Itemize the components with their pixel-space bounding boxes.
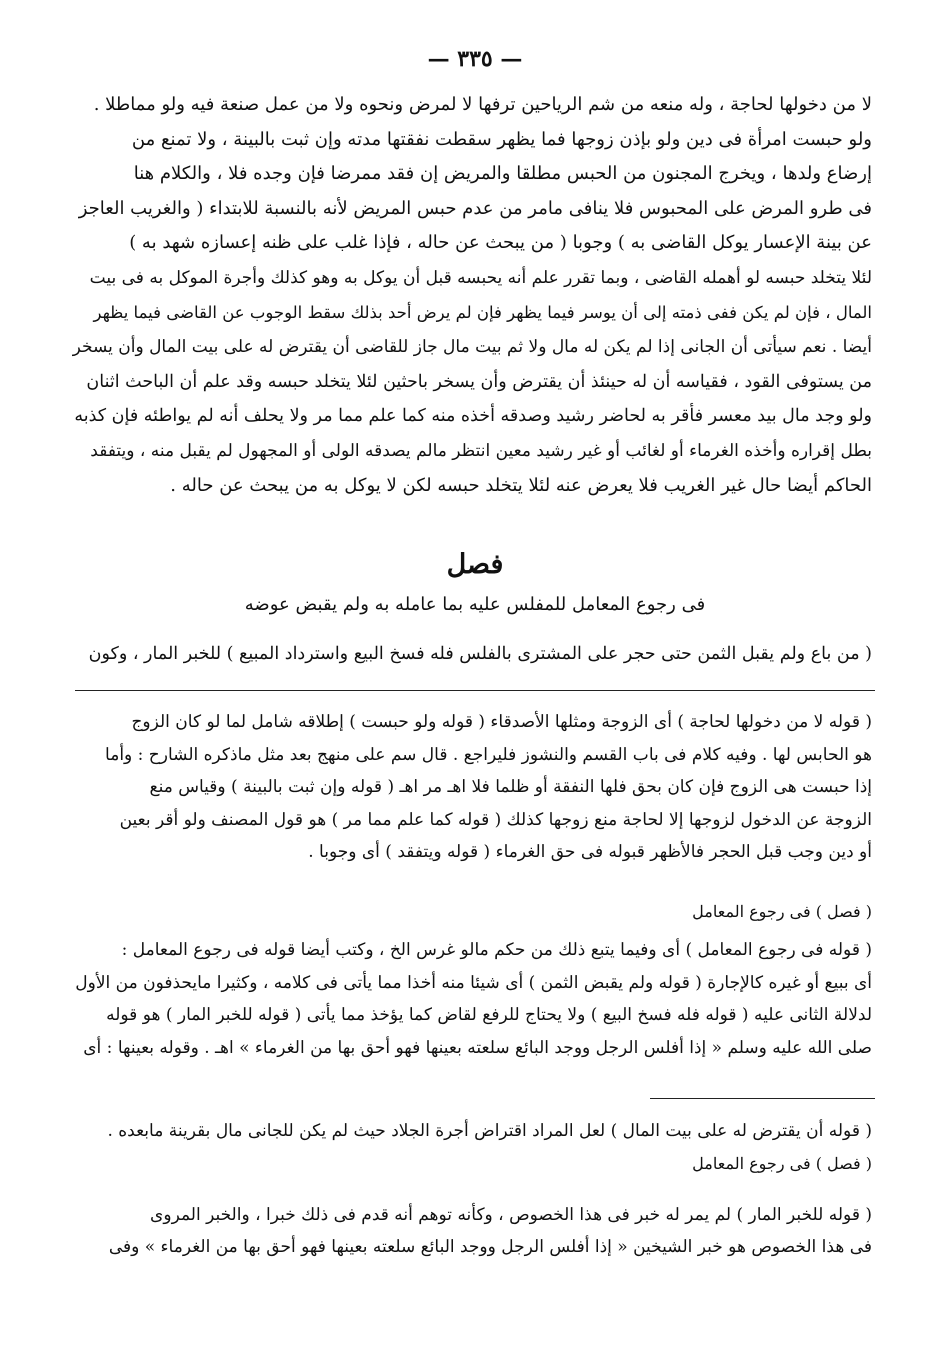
footnote-line: أو دين وجب قبل الحجر فالأظهر قبوله فى حق الغرماء ( قوله ويتفقد ) أى وجوبا . (308, 842, 872, 862)
footnote-1-continued (72, 934, 872, 1064)
footnote-2-heading: ( فصل ) فى رجوع المعامل (692, 1154, 872, 1173)
footnote-2-continued (72, 1199, 872, 1263)
footnote-2-heading-wrap (72, 1154, 872, 1173)
text-line: ولو حبست امرأة فى دين ولو بإذن زوجها فما يظهر سقطت نفقتها مدته وإن ثبت بالبينة ، ولا تمنع من (131, 128, 872, 150)
footnote-line: هو الحابس لها . وفيه كلام فى باب القسم والنشوز فليراجع . قال سم على منهج بعد مثل ماذكره الشارح : وأما (105, 744, 872, 765)
footnote-1-heading: ( فصل ) فى رجوع المعامل (692, 902, 872, 921)
text-line: إرضاع ولدها ، ويخرج المجنون من الحبس مطلقا والمريض إن فقد ممرضا فإن وجده فلا ، والكلام هنا (133, 163, 872, 185)
section-first-line-wrap (72, 637, 872, 672)
footnote-1-heading-wrap (72, 902, 872, 921)
footnote-line: ( قوله للخبر المار ) لم يمر له خبر فى هذا الخصوص ، وكأنه توهم أنه قدم فى ذلك خبرا ، والخبر المروى (150, 1205, 872, 1225)
footnote-line: ( قوله أن يقترض له على بيت المال ) لعل المراد اقتراض أجرة الجلاد حيث لم يكن للجانى مال بقرينة مابعده . (107, 1121, 872, 1141)
main-text (72, 88, 872, 503)
footnote-1-text (72, 706, 872, 869)
footnote-line: إذا حبست هى الزوج فإن كان بحق فلها النفقة أو ظلما فلا اهـ مر اهـ ( قوله وإن ثبت بالبينة ) وقياس منع (149, 777, 872, 797)
text-line: فى طرو المرض على المحبوس فلا ينافى مامر من عدم حبس المريض لأنه بالنسبة للابتداء ( والغريب العاجز (78, 197, 872, 219)
footnote-2-text (72, 1115, 872, 1147)
text-line: لا من دخولها لحاجة ، وله منعه من شم الرياحين ترفها لا لمرض ونحوه ولا من عمل صنعة فيه ولو مماطلا . (93, 94, 872, 115)
text-line: بطل إقراره وأخذه الغرماء أو لغائب أو غير رشيد معين انتظر مالم يصدقه الولى أو المجهول لم يقبل منه ، ويتفقد (90, 440, 872, 461)
text-line: لئلا يتخلد حبسه لو أهمله القاضى ، وبما تقرر علم أنه يحبسه قبل أن يوكل به وهو كذلك وأجرة الموكل به فى بيت (89, 267, 872, 288)
footnote-line: الزوجة عن الدخول لزوجها إلا لحاجة منع زوجها كذلك ( قوله كما علم مما مر ) هو قول المصنف ولو أقر بعين (119, 809, 872, 830)
text-line: المال ، فإن لم يكن ففى ذمته إلى أن يوسر فيما يظهر فإن لم يرض أحد بذلك سقط الوجوب عن القاضى فيما يظهر (93, 302, 872, 322)
footnote-separator-short (650, 1098, 875, 1099)
text-line: عن بينة الإعسار يوكل القاضى به ) وجوبا ( من يبحث عن حاله ، فإذا غلب على ظنه إعسازه شهد به ) (129, 232, 872, 254)
footnote-separator (75, 690, 875, 691)
footnote-line: ( قوله فى رجوع المعامل ) أى وفيما يتبع ذلك من حكم مالو غرس الخ ، وكتب أيضا قوله فى رجوع المعامل : (121, 940, 872, 960)
text-line: ولو وجد مال بيد معسر فأقر به لحاضر رشيد وصدقه أخذه منه كما علم مما مر ولا يحلف أنه لم يواطئه فإن كذبه (74, 406, 872, 427)
text-line: الحاكم أيضا حال غير الغريب فلا يعرض عنه لئلا يتخلد حبسه لكن لا يوكل به من يبحث عن حاله . (170, 474, 872, 496)
section-title: فصل (446, 549, 504, 580)
footnote-line: فى هذا الخصوص هو خبر الشيخين « إذا أفلس الرجل ووجد البائع سلعته بعينها فهو أحق بها من الغرماء » وفى (108, 1237, 872, 1257)
page-number: — ٣٣٥ — (427, 46, 523, 72)
text-line: أيضا . نعم سيأتى أن الجانى إذا لم يكن له مال ولا ثم بيت مال جاز للقاضى أن يقترض له على بيت المال وأن يسخر (72, 337, 872, 358)
section-first-line: ( من باع ولم يقبل الثمن حتى حجر على المشترى بالفلس فله فسخ البيع واسترداد المبيع ) للخبر المار ، وكون (88, 644, 872, 664)
footnote-line: صلى الله عليه وسلم « إذا أفلس الرجل ووجد البائع سلعته بعينها فهو أحق بها من الغرماء » اهـ . وقوله بعينها : أى (83, 1037, 872, 1058)
footnote-line: لدلالة الثانى عليه ( قوله فله فسخ البيع ) ولا يحتاج للرفع لقاض كما يؤخذ مما يأتى ( قوله للخبر المار ) هو قوله (106, 1005, 872, 1025)
footnote-line: أى ببيع أو غيره كالإجارة ( قوله ولم يقبض الثمن ) أى شيئا منه أخذا مما يأتى فى كلامه ، وكثيرا مايحذفون من الأول (75, 972, 872, 993)
text-line: من يستوفى القود ، فقياسه أن له حينئذ أن يقترض وأن يسخر باحثين لئلا يتخلد حبسه وقد علم أن الباحث اثنان (86, 371, 872, 392)
section-subtitle: فى رجوع المعامل للمفلس عليه بما عامله به ولم يقبض عوضه (244, 594, 706, 615)
footnote-line: ( قوله لا من دخولها لحاجة ) أى الزوجة ومثلها الأصدقاء ( قوله ولو حبست ) إطلاقه شامل لما لو كان الزوج (131, 712, 872, 732)
